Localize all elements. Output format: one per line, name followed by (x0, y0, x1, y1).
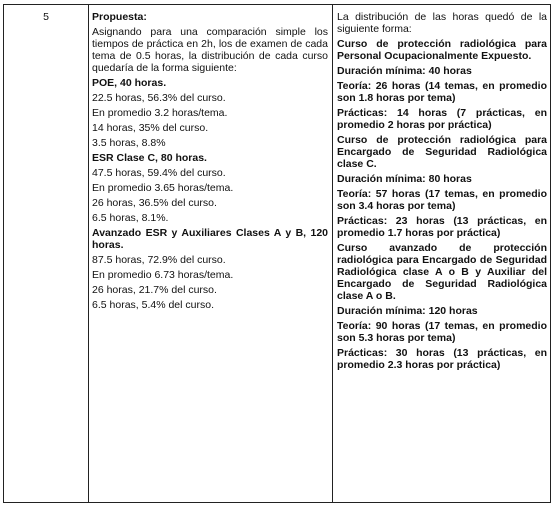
block-theory: Teoría: 90 horas (17 temas, en promedio son 5.3 horas por tema) (337, 320, 547, 344)
block-duration: Duración mínima: 40 horas (337, 65, 472, 77)
course-line: 6.5 horas, 5.4% del curso. (92, 299, 214, 311)
proposal-heading: Propuesta: (92, 11, 147, 23)
course-line: 26 horas, 36.5% del curso. (92, 197, 217, 209)
course-line: 6.5 horas, 8.1%. (92, 212, 169, 224)
block-title: Curso de protección radiológica para Encargado de Seguridad Radiológica clase C. (337, 134, 547, 170)
block-duration: Duración mínima: 120 horas (337, 305, 478, 317)
distribution-intro: La distribución de las horas quedó de la siguiente forma: (337, 11, 547, 35)
course-title: ESR Clase C, 80 horas. (92, 152, 207, 164)
block-practice: Prácticas: 14 horas (7 prácticas, en promedio 2 horas por práctica) (337, 107, 547, 131)
course-line: 87.5 horas, 72.9% del curso. (92, 254, 226, 266)
row-number: 5 (43, 11, 49, 23)
block-theory: Teoría: 57 horas (17 temas, en promedio son 3.4 horas por tema) (337, 188, 547, 212)
course-line: 47.5 horas, 59.4% del curso. (92, 167, 226, 179)
column-divider (332, 5, 333, 502)
course-title: POE, 40 horas. (92, 77, 167, 89)
block-theory: Teoría: 26 horas (14 temas, en promedio son 1.8 horas por tema) (337, 80, 547, 104)
course-line: 26 horas, 21.7% del curso. (92, 284, 217, 296)
block-title: Curso de protección radiológica para Personal Ocupacionalmente Expuesto. (337, 38, 547, 62)
block-duration: Duración mínima: 80 horas (337, 173, 472, 185)
course-line: 14 horas, 35% del curso. (92, 122, 209, 134)
column-divider (88, 5, 89, 502)
block-practice: Prácticas: 23 horas (13 prácticas, en promedio 1.7 horas por práctica) (337, 215, 547, 239)
course-title: Avanzado ESR y Auxiliares Clases A y B, 120 horas. (92, 227, 328, 251)
course-line: 22.5 horas, 56.3% del curso. (92, 92, 226, 104)
proposal-intro: Asignando para una comparación simple los tiempos de práctica en 2h, los de examen de cada tema de 0.5 horas, la distribución de cada curso quedaría de la forma siguiente: (92, 26, 328, 74)
block-practice: Prácticas: 30 horas (13 prácticas, en promedio 2.3 horas por práctica) (337, 347, 547, 371)
block-title: Curso avanzado de protección radiológica para Encargado de Seguridad Radiológica clase A o B y Auxiliar del Encargado de Seguridad Radiológica clase A o B. (337, 242, 547, 302)
course-line: En promedio 6.73 horas/tema. (92, 269, 234, 281)
course-line: En promedio 3.2 horas/tema. (92, 107, 228, 119)
proposal-cell (92, 11, 328, 314)
course-line: En promedio 3.65 horas/tema. (92, 182, 234, 194)
distribution-cell (337, 11, 547, 374)
course-line: 3.5 horas, 8.8% (92, 137, 166, 149)
comparison-table (3, 4, 551, 503)
